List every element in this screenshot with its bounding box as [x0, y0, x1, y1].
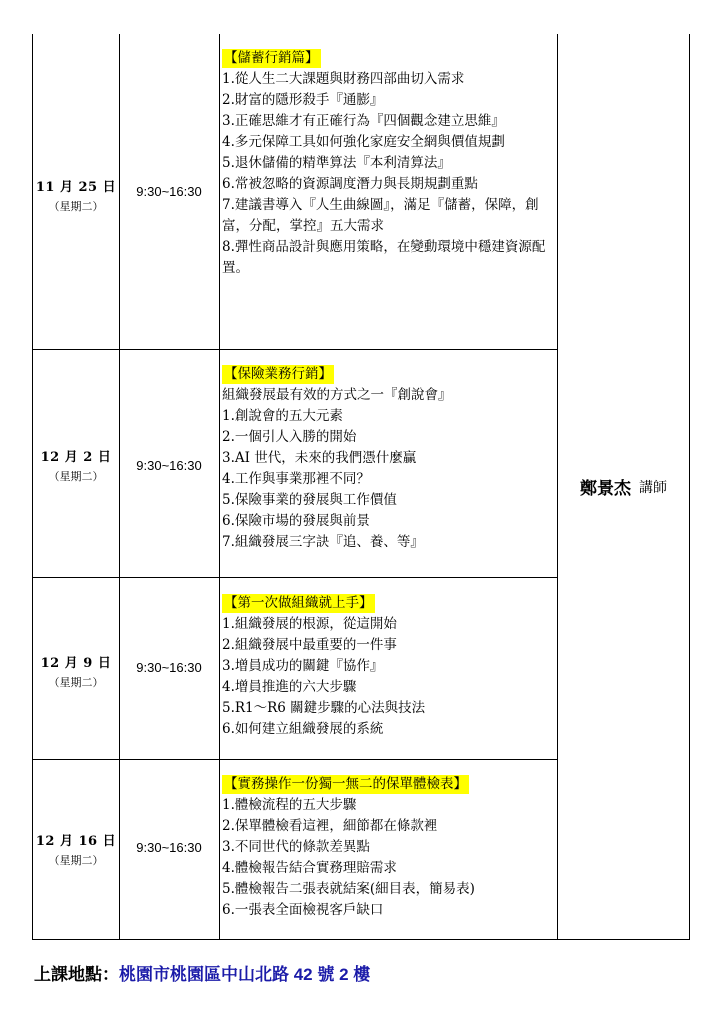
session-item: 6.一張表全面檢視客戶缺口	[222, 902, 384, 918]
session-item: 5.保險事業的發展與工作價值	[222, 492, 397, 508]
session-item: 5.R1～R6 關鍵步驟的心法與技法	[222, 700, 426, 716]
session-date-cell	[33, 176, 119, 214]
session-item: 1.體檢流程的五大步驟	[222, 797, 357, 813]
class-location	[34, 960, 370, 985]
location-label: 上課地點：	[34, 965, 119, 984]
location-address: 桃園市桃園區中山北路 42 號 2 樓	[119, 965, 371, 984]
session-heading: 【第一次做組織就上手】	[224, 595, 373, 611]
session-item: 2.組織發展中最重要的一件事	[222, 637, 397, 653]
session-item: 7.建議書導入『人生曲線圖』，滿足『儲蓄，保障，創富，分配，掌控』五大需求	[222, 197, 539, 234]
schedule-table	[32, 34, 690, 940]
session-content	[219, 774, 559, 921]
session-time: 9:30~16:30	[136, 660, 202, 675]
session-item: 7.組織發展三字訣『追、養、等』	[222, 534, 424, 550]
session-weekday: （星期二）	[48, 200, 104, 213]
session-date: 12 月 16 日	[35, 834, 117, 849]
session-date: 12 月 9 日	[40, 656, 112, 671]
session-item: 3.AI 世代，未來的我們憑什麼贏	[222, 450, 417, 466]
session-weekday: （星期二）	[48, 470, 104, 483]
session-time: 9:30~16:30	[136, 458, 202, 473]
row-divider	[33, 577, 558, 578]
session-item: 3.不同世代的條款差異點	[222, 839, 370, 855]
row-divider	[33, 349, 558, 350]
session-weekday: （星期二）	[48, 676, 104, 689]
row-divider	[33, 759, 558, 760]
session-time: 9:30~16:30	[136, 840, 202, 855]
session-item: 3.增員成功的關鍵『協作』	[222, 658, 384, 674]
session-date-cell	[33, 652, 119, 690]
instructor-cell	[558, 34, 689, 939]
session-item: 2.保單體檢看這裡，細節都在條款裡	[222, 818, 438, 834]
session-item: 1.組織發展的根源，從這開始	[222, 616, 397, 632]
session-item: 4.體檢報告結合實務理賠需求	[222, 860, 397, 876]
session-item: 6.常被忽略的資源調度潛力與長期規劃重點	[222, 176, 478, 192]
instructor-title: 講師	[639, 478, 667, 495]
session-item: 3.正確思維才有正確行為『四個觀念建立思維』	[222, 113, 505, 129]
session-item: 6.如何建立組織發展的系統	[222, 721, 384, 737]
session-heading: 【保險業務行銷】	[224, 366, 332, 382]
session-weekday: （星期二）	[48, 854, 104, 867]
session-item: 2.財富的隱形殺手『通膨』	[222, 92, 384, 108]
session-item: 4.工作與事業那裡不同？	[222, 471, 370, 487]
session-item: 組織發展最有效的方式之一『創說會』	[222, 387, 452, 403]
session-item: 4.多元保障工具如何強化家庭安全網與價值規劃	[222, 134, 505, 150]
session-content	[219, 364, 559, 553]
session-heading: 【實務操作一份獨一無二的保單體檢表】	[224, 776, 467, 792]
session-item: 1.從人生二大課題與財務四部曲切入需求	[222, 71, 465, 87]
session-item: 6.保險市場的發展與前景	[222, 513, 370, 529]
session-date: 11 月 25 日	[35, 180, 117, 195]
session-content	[219, 593, 559, 740]
session-item: 5.體檢報告二張表就結案(細目表，簡易表)	[222, 881, 475, 897]
session-item: 4.增員推進的六大步驟	[222, 679, 357, 695]
session-date: 12 月 2 日	[40, 450, 112, 465]
session-content	[219, 48, 559, 279]
session-item: 8.彈性商品設計與應用策略，在變動環境中穩建資源配置。	[222, 239, 546, 276]
column-divider	[119, 34, 120, 939]
session-time: 9:30~16:30	[136, 184, 202, 199]
session-item: 1.創說會的五大元素	[222, 408, 343, 424]
session-date-cell	[33, 446, 119, 484]
session-item: 2.一個引人入勝的開始	[222, 429, 357, 445]
instructor-name: 鄭景杰	[580, 479, 631, 498]
session-item: 5.退休儲備的精準算法『本利清算法』	[222, 155, 451, 171]
session-date-cell	[33, 830, 119, 868]
session-heading: 【儲蓄行銷篇】	[224, 50, 319, 66]
